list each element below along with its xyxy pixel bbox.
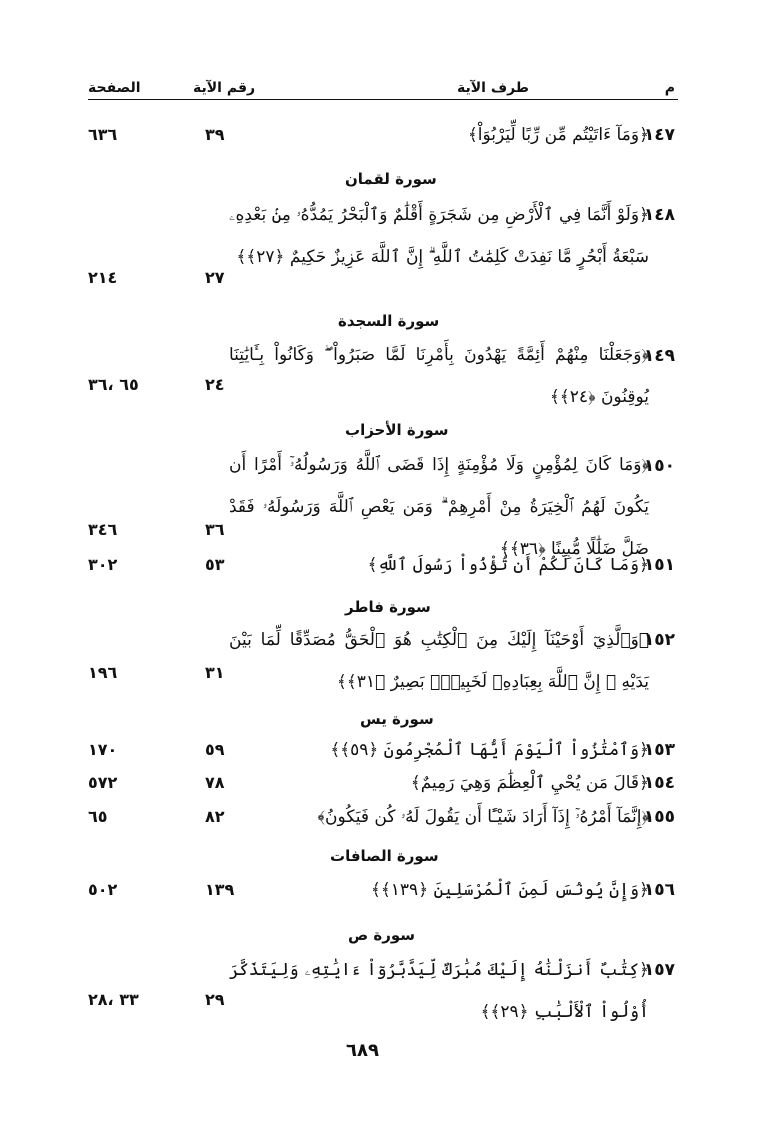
- ayah-text: ﴿وَمَا كَانَ لِمُؤْمِنٍ وَلَا مُؤْمِنَةٍ إِذَا قَضَى ٱللَّهُ وَرَسُولُهُۥٓ أَمْرًا أَن يَكُونَ لَهُمُ ٱلْخِيَرَةُ مِنْ أَمْرِهِمْ ۗ وَمَن يَعْصِ ٱللَّهَ وَرَسُولَهُۥ فَقَدْ ضَلَّ ضَلَٰلًا مُّبِينًا ﴿٣٦﴾﴾: [229, 455, 649, 559]
- ayah-text: ﴿وَٱمْتَٰزُواْ ٱلْيَوْمَ أَيُّهَا ٱلْمُجْرِمُونَ ﴿٥٩﴾﴾: [330, 740, 649, 760]
- entry-number: ١٤٨: [643, 205, 675, 225]
- page-reference: ٣٠٢: [88, 555, 118, 574]
- ayah-text: ﴿وَلَوْ أَنَّمَا فِي ٱلْأَرْضِ مِن شَجَرَةٍ أَقْلَٰمٌ وَٱلْبَحْرُ يَمُدُّهُۥ مِنۢ بَعْدِهِۦ سَبْعَةُ أَبْحُرٍ مَّا نَفِدَتْ كَلِمَٰتُ ٱللَّهِ ۗ إِنَّ ٱللَّهَ عَزِيزٌ حَكِيمٌ ﴿٢٧﴾﴾: [229, 205, 649, 267]
- page-reference: ٦٣٦: [88, 125, 118, 144]
- entry-number: ١٥٤: [643, 773, 675, 793]
- header-page: الصفحة: [88, 80, 141, 96]
- entry-number: ١٤٧: [643, 125, 675, 145]
- ayah-text: ﴿وَإِنَّ يُونُسَ لَمِنَ ٱلْمُرْسَلِينَ ﴿١٣٩﴾﴾: [370, 880, 649, 900]
- header-divider: [88, 99, 678, 100]
- ayah-text: ﴿وَمَا كَانَ لَكُمْ أَن تُؤْذُواْ رَسُولَ ٱللَّهِ﴾: [367, 555, 649, 575]
- entry-number: ١٥٠: [643, 456, 675, 476]
- ayah-number: ٥٣: [205, 555, 225, 574]
- entry-number: ١٥٧: [643, 960, 675, 980]
- page-reference: ٥٧٢: [88, 773, 118, 792]
- ayah-number: ٧٨: [205, 773, 225, 792]
- page-reference: ١٩٦: [88, 663, 118, 682]
- entry-number: ١٥٣: [643, 740, 675, 760]
- entry-number: ١٥١: [643, 555, 675, 575]
- ayah-number: ١٣٩: [205, 880, 235, 899]
- page-number: ٦٨٩: [346, 1040, 379, 1061]
- ayah-number: ٣٩: [205, 125, 225, 144]
- header-index: م: [664, 80, 675, 96]
- entry-number: ١٥٢: [643, 630, 675, 650]
- entry-number: ١٥٥: [643, 807, 675, 827]
- surah-heading: سورة الصافات: [330, 847, 439, 865]
- ayah-text: ﴿وَٱلَّذِيٓ أَوْحَيْنَآ إِلَيْكَ مِنَ ٱلْكِتَٰبِ هُوَ ٱلْحَقُّ مُصَدِّقًا لِّمَا بَيْنَ يَدَيْهِ ۗ إِنَّ ٱللَّهَ بِعِبَادِهِۦ لَخَبِيرٌۢ بَصِيرٌ ﴿٣١﴾﴾: [229, 630, 649, 692]
- ayah-text: ﴿كِتَٰبٌ أَنزَلْنَٰهُ إِلَيْكَ مُبَٰرَكٌ لِّيَدَّبَّرُوٓاْ ءَايَٰتِهِۦ وَلِيَتَذَكَّرَ أُوْلُواْ ٱلْأَلْبَٰبِ ﴿٢٩﴾﴾: [229, 960, 649, 1022]
- ayah-number: ٢٧: [205, 268, 225, 287]
- entry-number: ١٥٦: [643, 880, 675, 900]
- surah-heading: سورة يس: [360, 710, 434, 728]
- ayah-number: ٣١: [205, 663, 225, 682]
- page-reference: ٣٤٦: [88, 520, 118, 539]
- ayah-number: ٢٤: [205, 375, 225, 394]
- ayah-number: ٨٢: [205, 807, 225, 826]
- surah-heading: سورة السجدة: [338, 312, 440, 330]
- ayah-text: ﴿إِنَّمَآ أَمْرُهُۥٓ إِذَآ أَرَادَ شَيْـًٔا أَن يَقُولَ لَهُۥ كُن فَيَكُونُ﴾: [317, 807, 649, 827]
- page-reference: ١٧٠: [88, 740, 118, 759]
- ayah-text: ﴿قَالَ مَن يُحْيِ ٱلْعِظَٰمَ وَهِيَ رَمِيمٌ﴾: [410, 773, 649, 793]
- surah-heading: سورة فاطر: [345, 598, 431, 616]
- page-reference: ٥٠٢: [88, 880, 118, 899]
- header-ayah-edge: طرف الآية: [456, 80, 529, 96]
- ayah-number: ٥٩: [205, 740, 225, 759]
- ayah-text: ﴿وَمَآ ءَاتَيْتُم مِّن رِّبًا لِّيَرْبُوَاْ﴾: [467, 125, 649, 145]
- entry-number: ١٤٩: [643, 346, 675, 366]
- surah-heading: سورة ص: [348, 926, 416, 944]
- page-reference: ٦٥ ،٣٦: [88, 375, 139, 394]
- ayah-text: ﴿وَجَعَلْنَا مِنْهُمْ أَئِمَّةً يَهْدُونَ بِأَمْرِنَا لَمَّا صَبَرُواْ ۖ وَكَانُواْ بِـَٔايَٰتِنَا يُوقِنُونَ ﴿٢٤﴾﴾: [229, 345, 649, 407]
- ayah-number: ٣٦: [205, 520, 225, 539]
- header-ayah-number: رقم الآية: [193, 80, 256, 96]
- page-reference: ٦٥: [88, 807, 108, 826]
- surah-heading: سورة لقمان: [345, 170, 437, 188]
- ayah-number: ٢٩: [205, 990, 225, 1009]
- page-reference: ٢١٤: [88, 268, 118, 287]
- page-reference: ٣٣ ،٢٨: [88, 990, 139, 1009]
- surah-heading: سورة الأحزاب: [345, 421, 449, 439]
